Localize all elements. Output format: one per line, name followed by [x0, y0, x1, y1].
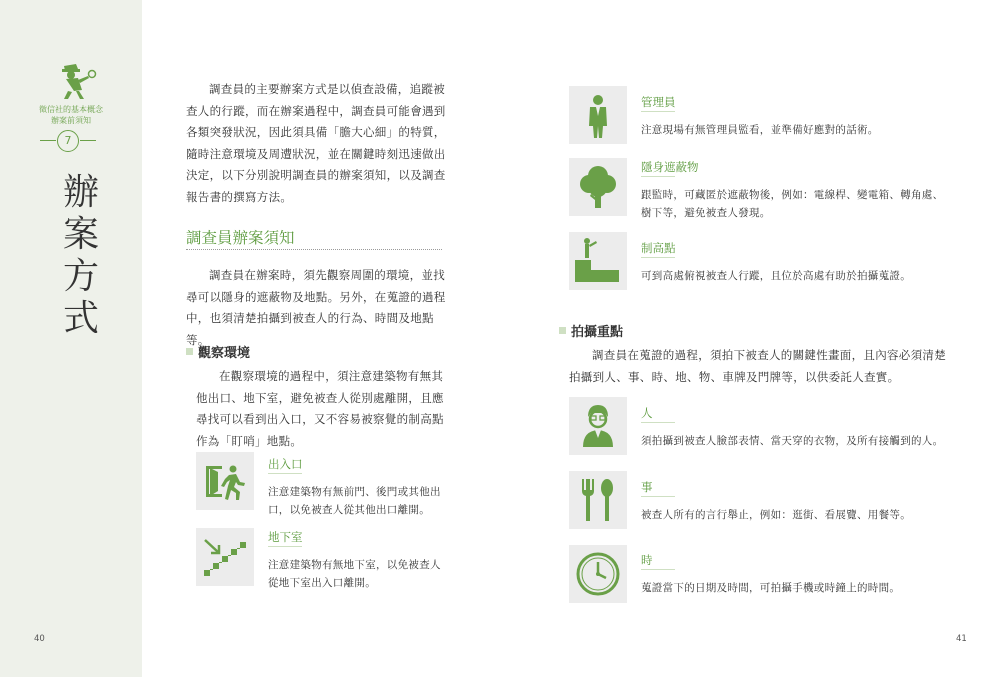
item-desc-exit [268, 483, 448, 519]
text-line: 查人的行蹤，而在辦案過程中，調查員可能會遇到 [186, 103, 446, 118]
label-underline [641, 176, 675, 177]
sidebar-section-title: 辦案前須知 [51, 116, 91, 125]
intro-paragraph [186, 79, 456, 208]
item-desc-person [641, 432, 961, 450]
sidebar-series-title: 徵信社的基本概念 [39, 105, 103, 114]
text-line: 隨時注意環境及周遭狀況，並在關鍵時刻迅速做出 [186, 146, 446, 161]
item-desc-guard [641, 121, 961, 139]
item-desc-time [641, 579, 961, 597]
fork-spoon-icon [569, 471, 627, 529]
item-label-exit: 出入口 [268, 457, 303, 471]
text-line: 調查員在辦案時，須先觀察周圍的環境，並找 [209, 268, 445, 282]
text-line: 可到高處俯視被查人行蹤，且位於高處有助於拍攝蒐證。 [641, 270, 911, 282]
item-desc-highpoint [641, 267, 961, 285]
tree-icon [569, 158, 627, 216]
sidebar-rule-right [80, 140, 96, 141]
text-line: 報告書的撰寫方法。 [186, 189, 293, 204]
text-line: 從地下室出入口離開。 [268, 577, 376, 589]
item-label-highpoint: 制高點 [641, 241, 676, 255]
section-intro [186, 265, 456, 351]
item-label-guard: 管理員 [641, 95, 676, 109]
text-line: 調查員在蒐證的過程，須拍下被查人的關鍵性畫面，且內容必須清楚 [592, 348, 946, 362]
title-char: 案 [62, 214, 99, 255]
guard-icon [569, 86, 627, 144]
page-number-left: 40 [34, 634, 45, 644]
label-underline [641, 257, 675, 258]
label-underline [641, 496, 675, 497]
item-label-person: 人 [641, 406, 653, 420]
section-heading: 調查員辦案須知 [186, 229, 295, 247]
detective-icon [52, 58, 98, 100]
text-line: 中，也須清楚拍攝到被查人的行為、時間及地點等。 [186, 311, 434, 347]
shooting-paragraph [569, 345, 969, 388]
label-underline [641, 422, 675, 423]
text-line: 蒐證當下的日期及時間，可拍攝手機或時鐘上的時間。 [641, 582, 901, 594]
text-line: 決定，以下分別說明調查員的辦案須知，以及調查 [186, 168, 446, 182]
text-line: 口，以免被查人從其他出口離開。 [268, 504, 430, 516]
text-line: 尋找可以看到出入口，又不容易被察覺的制高點 [196, 412, 444, 426]
text-line: 注意建築物有無地下室，以免被查人 [268, 559, 441, 571]
item-desc-cover [641, 186, 961, 222]
text-line: 尋可以隱身的遮蔽物及地點。另外，在蒐證的過程 [186, 289, 446, 304]
person-icon [569, 397, 627, 455]
title-char: 式 [62, 298, 99, 339]
stairs-down-icon [196, 528, 254, 586]
text-line: 被查人所有的言行舉止，例如：逛街、看展覽、用餐等。 [641, 509, 911, 521]
item-label-time: 時 [641, 553, 653, 567]
exit-icon [196, 452, 254, 510]
chapter-title [56, 172, 106, 340]
item-label-cover: 隱身遮蔽物 [641, 160, 699, 174]
section-divider [186, 249, 442, 250]
text-line: 作為「盯哨」地點。 [196, 433, 303, 448]
item-label-basement: 地下室 [268, 530, 303, 544]
text-line: 各類突發狀況，因此須具備「膽大心細」的特質， [186, 125, 446, 139]
label-underline [268, 473, 302, 474]
label-underline [641, 111, 675, 112]
chapter-number: 7 [57, 130, 79, 152]
text-line: 樹下等，避免被查人發現。 [641, 207, 771, 219]
title-char: 方 [62, 256, 99, 297]
text-line: 他出口、地下室，避免被查人從別處離開，且應 [196, 390, 444, 405]
high-point-icon [569, 232, 627, 290]
clock-icon [569, 545, 627, 603]
item-desc-event [641, 506, 961, 524]
text-line: 跟監時，可藏匿於遮蔽物後，例如：電線桿、變電箱、轉角處、 [641, 189, 944, 201]
bullet-square [186, 348, 193, 355]
item-label-event: 事 [641, 480, 653, 494]
text-line: 調查員的主要辦案方式是以偵查設備，追蹤被 [209, 82, 445, 96]
text-line: 拍攝到人、事、時、地、物、車牌及門牌等，以供委託人查實。 [569, 369, 900, 384]
item-desc-basement [268, 556, 448, 592]
label-underline [641, 569, 675, 570]
text-line: 在觀察環境的過程中，須注意建築物有無其 [219, 369, 444, 383]
page-number-right: 41 [956, 634, 967, 644]
sidebar-rule-left [40, 140, 56, 141]
label-underline [268, 546, 302, 547]
text-line: 注意現場有無管理員監看，並準備好應對的話術。 [641, 124, 879, 136]
bullet-square [559, 327, 566, 334]
subheading-shooting: 拍攝重點 [571, 325, 624, 340]
observe-paragraph [196, 366, 456, 452]
text-line: 注意建築物有無前門、後門或其他出 [268, 486, 441, 498]
title-char: 辦 [62, 172, 99, 213]
subheading-observe: 觀察環境 [198, 346, 251, 361]
text-line: 須拍攝到被查人臉部表情、當天穿的衣物，及所有接觸到的人。 [641, 435, 944, 447]
